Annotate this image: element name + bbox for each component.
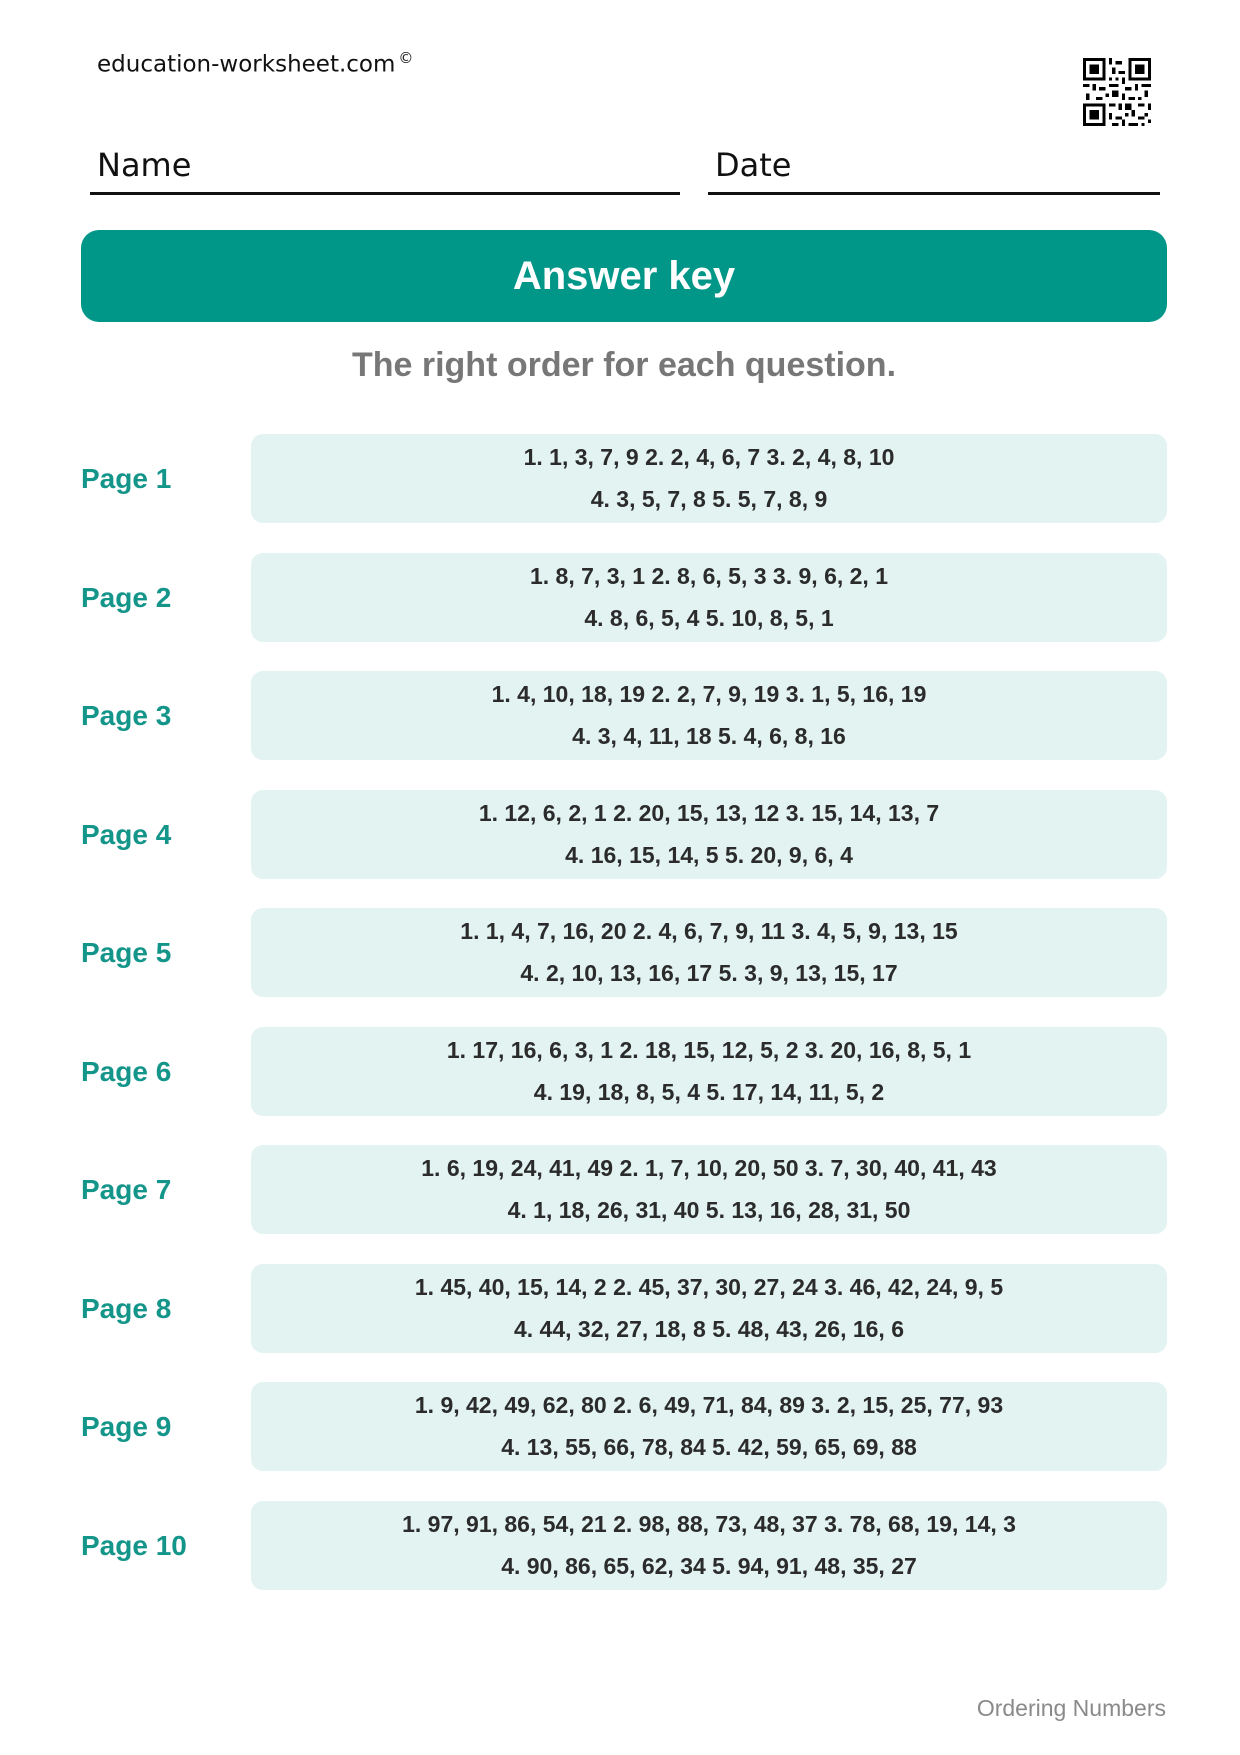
page-label: Page 9 <box>81 1411 172 1442</box>
answer-line-1: 1. 1, 4, 7, 16, 20 2. 4, 6, 7, 9, 11 3. 4, 5, 9, 13, 15 <box>460 918 958 944</box>
answer-line-2: 4. 44, 32, 27, 18, 8 5. 48, 43, 26, 16, 6 <box>513 1315 905 1342</box>
answer-row <box>0 671 1240 760</box>
answer-box <box>251 1382 1167 1471</box>
name-label: Name <box>97 146 192 184</box>
answer-line-1: 1. 1, 3, 7, 9 2. 2, 4, 6, 7 3. 2, 4, 8, 10 <box>523 444 895 470</box>
answer-line-1: 1. 4, 10, 18, 19 2. 2, 7, 9, 19 3. 1, 5, 16, 19 <box>491 681 927 707</box>
answer-line-2: 4. 13, 55, 66, 78, 84 5. 42, 59, 65, 69, 88 <box>501 1434 917 1460</box>
page-label: Page 5 <box>81 937 172 968</box>
answer-line-2: 4. 3, 4, 11, 18 5. 4, 6, 8, 16 <box>572 723 846 749</box>
page-label: Page 4 <box>81 818 172 850</box>
answer-line-1: 1. 45, 40, 15, 14, 2 2. 45, 37, 30, 27, 24 3. 46, 42, 24, 9, 5 <box>414 1273 1004 1300</box>
answer-box <box>251 671 1167 760</box>
answer-box <box>251 908 1167 997</box>
answer-line-2: 4. 1, 18, 26, 31, 40 5. 13, 16, 28, 31, 50 <box>507 1197 911 1223</box>
answer-box <box>251 434 1167 523</box>
banner-title: Answer key <box>512 253 736 298</box>
page-label: Page 10 <box>81 1529 187 1561</box>
answer-line-2: 4. 90, 86, 65, 62, 34 5. 94, 91, 48, 35, 27 <box>501 1552 917 1579</box>
answer-line-2: 4. 16, 15, 14, 5 5. 20, 9, 6, 4 <box>565 841 853 868</box>
answer-row <box>0 1382 1240 1471</box>
page-label: Page 7 <box>81 1174 172 1205</box>
page-label: Page 6 <box>81 1055 172 1087</box>
answer-line-2: 4. 8, 6, 5, 4 5. 10, 8, 5, 1 <box>584 604 834 631</box>
page-label: Page 3 <box>81 700 172 731</box>
answer-line-1: 1. 6, 19, 24, 41, 49 2. 1, 7, 10, 20, 50 3. 7, 30, 40, 41, 43 <box>421 1155 997 1181</box>
answer-row <box>0 908 1240 997</box>
answer-line-1: 1. 12, 6, 2, 1 2. 20, 15, 13, 12 3. 15, 14, 13, 7 <box>478 799 940 826</box>
answer-row <box>0 790 1240 879</box>
site-name: education-worksheet.com <box>97 51 396 78</box>
page-label: Page 2 <box>81 581 172 613</box>
answer-line-2: 4. 2, 10, 13, 16, 17 5. 3, 9, 13, 15, 17 <box>520 960 898 986</box>
page-label: Page 1 <box>81 463 172 494</box>
answer-line-1: 1. 97, 91, 86, 54, 21 2. 98, 88, 73, 48, 37 3. 78, 68, 19, 14, 3 <box>402 1510 1016 1537</box>
answer-row <box>0 1501 1240 1590</box>
date-label: Date <box>715 146 792 184</box>
page-label: Page 8 <box>81 1292 172 1324</box>
answer-key-banner <box>81 230 1167 322</box>
date-field[interactable] <box>708 140 1160 195</box>
qr-code-icon <box>1083 58 1151 126</box>
answer-line-1: 1. 8, 7, 3, 1 2. 8, 6, 5, 3 3. 9, 6, 2, 1 <box>529 562 889 589</box>
site-watermark <box>97 49 413 78</box>
answer-box <box>251 1145 1167 1234</box>
answer-row <box>0 434 1240 523</box>
answer-box <box>251 1501 1167 1590</box>
name-field[interactable] <box>90 140 680 195</box>
answer-line-1: 1. 17, 16, 6, 3, 1 2. 18, 15, 12, 5, 2 3. 20, 16, 8, 5, 1 <box>446 1036 972 1063</box>
answer-box <box>251 553 1167 642</box>
instructions-subtitle: The right order for each question. <box>351 346 897 384</box>
answer-row <box>0 1027 1240 1116</box>
answer-row <box>0 1145 1240 1234</box>
answer-box <box>251 1027 1167 1116</box>
answer-box <box>251 1264 1167 1353</box>
answer-row <box>0 553 1240 642</box>
worksheet-topic: Ordering Numbers <box>976 1695 1166 1721</box>
answer-box <box>251 790 1167 879</box>
answer-line-1: 1. 9, 42, 49, 62, 80 2. 6, 49, 71, 84, 89 3. 2, 15, 25, 77, 93 <box>414 1392 1004 1418</box>
copyright-symbol: © <box>398 49 414 67</box>
answer-line-2: 4. 3, 5, 7, 8 5. 5, 7, 8, 9 <box>590 486 828 512</box>
answer-row <box>0 1264 1240 1353</box>
answer-line-2: 4. 19, 18, 8, 5, 4 5. 17, 14, 11, 5, 2 <box>533 1078 885 1105</box>
